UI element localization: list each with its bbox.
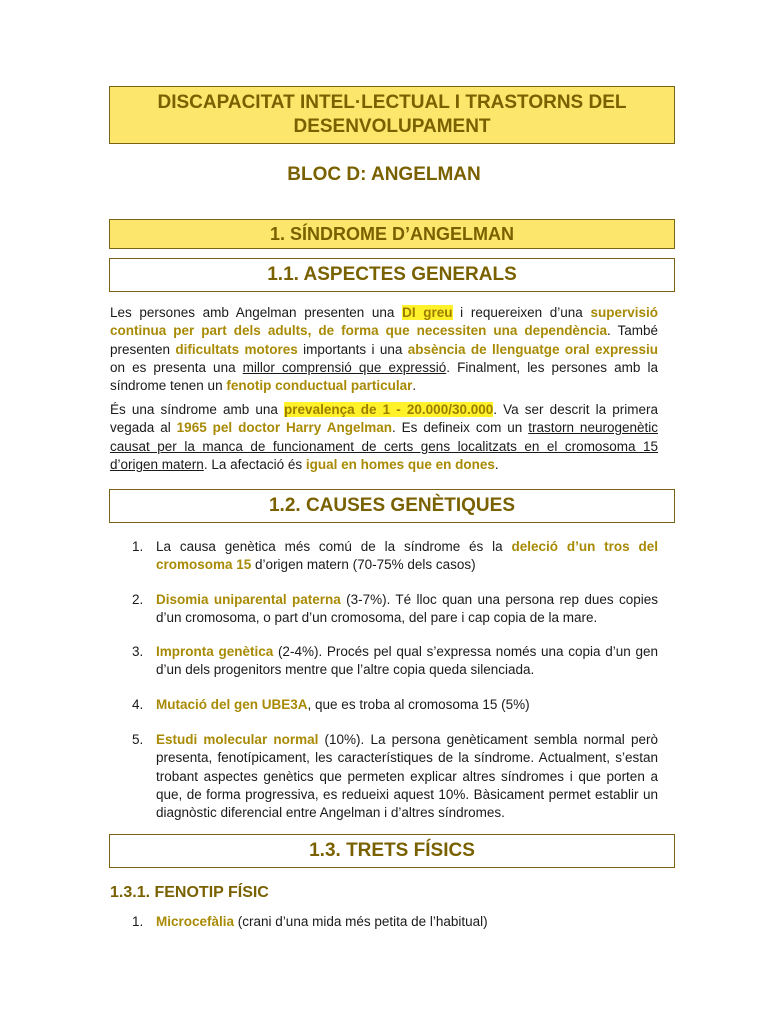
list-item-text: (3-7%). Té lloc quan una persona rep dues copies d’un cromosoma, o part d’un cromosoma, del pare i cap copia de la mare. [156,592,658,626]
list-item [110,696,658,714]
list-item-text: , que es troba al cromosoma 15 (5%) [307,697,530,712]
list-item-keyword: Microcefàlia [156,914,235,929]
section-1-heading-text: 1. SÍNDROME D’ANGELMAN [269,223,514,244]
p2-underline-trastorn: trastorn neurogenètic causat per la manca de funcionament de certs gens localitzats en el cromosoma 15 d’origen matern [110,420,658,472]
list-item-number: 3. [132,644,144,659]
p2-text-a: És una síndrome amb una [110,402,285,417]
list-item-text: La causa genètica més comú de la síndrome és la [156,539,512,554]
section-1-1-heading [109,258,675,292]
p1-highlight-di-greu: DI greu [402,305,453,320]
section-1-3-1-heading: 1.3.1. FENOTIP FÍSIC [110,884,269,901]
p1-keyword-fenotip: fenotip conductual particular [226,378,413,394]
p2-text-c: . Va ser descrit la primera vegada al [110,402,658,436]
section-1-3-heading-text: 1.3. TRETS FÍSICS [309,840,475,861]
list-item-number: 1. [132,539,144,554]
p1-text-k: . Finalment, les persones amb la síndrome tenen un [110,359,658,394]
list-item-number: 1. [132,914,144,929]
list-item [110,591,658,628]
p2-highlight-prevalenca: prevalença de 1 - 20.000/30.000 [284,402,494,417]
list-item-keyword: Mutació del gen UBE3A [156,697,308,712]
paragraph-aspectes-2 [110,401,658,474]
p1-keyword-supervisio: supervisió continua per part dels adults, de forma que necessiten una dependència [110,305,658,339]
p2-keyword-igual: igual en homes que en dones [305,456,495,472]
document-title [109,86,675,144]
p1-text-e: . També presenten [110,323,659,357]
list-item-text: (2-4%). Procés pel qual s’expressa només una copia d’un gen d’un dels progenitors mentre que l’altre copia queda silenciada. [156,644,658,678]
p1-keyword-absencia: absència de llenguatge oral expressiu [407,341,658,357]
list-item-number: 5. [132,732,144,747]
list-item [110,731,658,822]
section-1-2-heading-text: 1.2. CAUSES GENÈTIQUES [268,495,515,516]
section-1-3-heading [109,834,675,868]
p1-text-g: importants i una [297,341,408,357]
list-item-keyword: Estudi molecular normal [156,732,319,747]
p2-keyword-1965: 1965 pel doctor Harry Angelman [176,420,392,436]
p2-text-i: . [494,456,499,472]
list-item [110,913,658,931]
document-title-text: DISCAPACITAT INTEL·LECTUAL I TRASTORNS DEL DESENVOLUPAMENT [157,92,627,137]
bloc-title: BLOC D: ANGELMAN [287,164,481,185]
list-item-text: (10%). La persona genèticament sembla normal però presenta, fenotípicament, les característiques de la síndrome. Actualment, s’estan trobant aspectes genètics que permeten explicar altres síndromes i que porten a que, de forma progressiva, es redueixi aquest 10%. Bàsicament permet establir un diagnòstic diferencial entre Angelman i d’altres síndromes. [156,732,658,821]
p2-text-e: . Es defineix com un [391,420,529,436]
p1-text-i: on es presenta una [110,359,243,375]
section-1-2-heading [109,489,675,523]
list-item-text: d’origen matern (70-75% dels casos) [251,557,476,573]
section-1-heading [109,219,675,249]
list-item-text: (crani d’una mida més petita de l’habitual) [234,914,488,929]
paragraph-aspectes-1 [110,304,658,395]
list-item-keyword: Disomia uniparental paterna [156,592,341,607]
p1-text-m: . [412,378,417,394]
p1-keyword-dificultats: dificultats motores [175,341,298,357]
p2-text-g: . La afectació és [203,456,306,472]
p1-text-a: Les persones amb Angelman presenten una [110,305,403,320]
list-item-number: 2. [132,592,144,607]
section-1-1-heading-text: 1.1. ASPECTES GENERALS [267,264,517,285]
list-item-keyword: Impronta genètica [156,644,274,659]
p1-underline-comprensio: millor comprensió que expressió [242,359,447,375]
list-item [110,538,658,575]
p1-text-c: i requereixen d’una [452,305,591,320]
list-item-keyword: deleció d’un tros del cromosoma 15 [156,539,658,573]
list-item-number: 4. [132,697,144,712]
list-item [110,643,658,680]
